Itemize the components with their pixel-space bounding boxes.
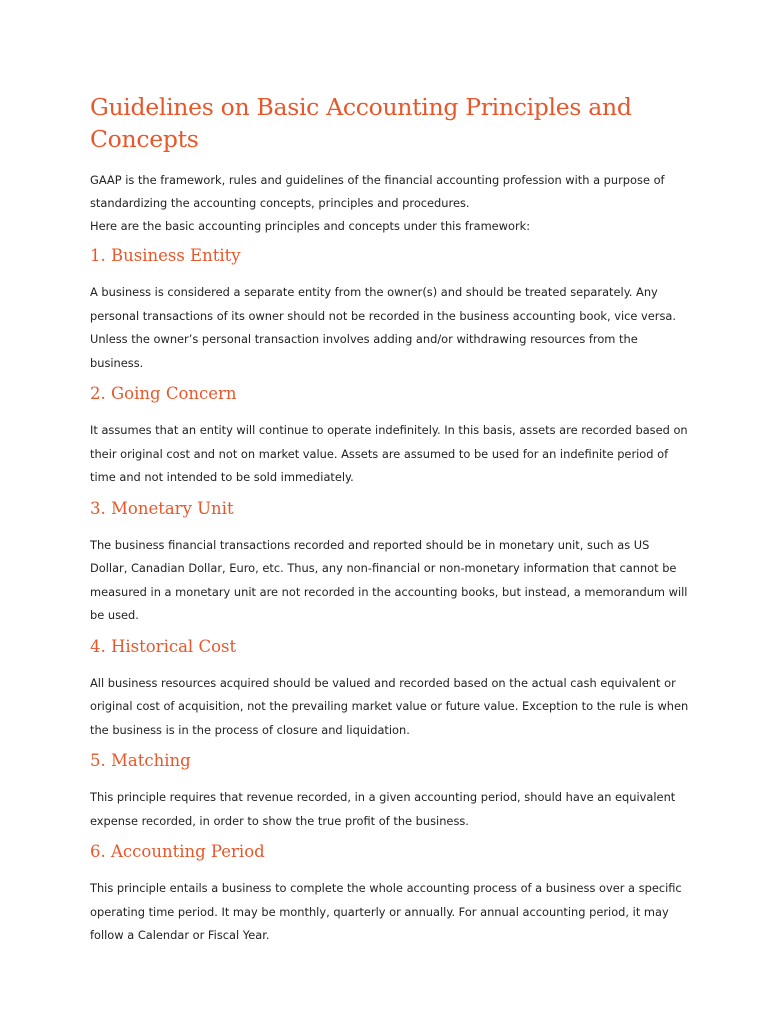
section-heading: 4. Historical Cost	[90, 636, 237, 656]
section-heading: 5. Matching	[90, 751, 191, 770]
section-heading: 3. Monetary Unit	[90, 498, 234, 518]
section-body: A business is considered a separate entity from the owner(s) and should be treated separately. Any personal transactions of its owner should not be recorded in the business accounting book, vice versa. Unless the owner’s personal transaction involves adding and/or withdrawing resources from the business.	[90, 285, 677, 370]
section-monetary-unit	[90, 498, 690, 628]
section-body: The business financial transactions recorded and reported should be in monetary unit, such as US Dollar, Canadian Dollar, Euro, etc. Thus, any non-financial or non-monetary information that cannot be measured in a monetary unit are not recorded in the accounting books, but instead, a memorandum will be used.	[90, 537, 688, 622]
intro	[90, 169, 690, 238]
intro-paragraph: Here are the basic accounting principles and concepts under this framework:	[90, 219, 531, 233]
section-heading: 6. Accounting Period	[90, 842, 265, 861]
section-body: It assumes that an entity will continue to operate indefinitely. In this basis, assets are recorded based on their original cost and not on market value. Assets are assumed to be used for an indefinite period of time and not intended to be sold immediately.	[90, 423, 688, 484]
page-title: Guidelines on Basic Accounting Principles and Concepts	[90, 93, 632, 153]
section-business-entity	[90, 245, 690, 375]
section-matching	[90, 750, 690, 833]
section-historical-cost	[90, 636, 690, 743]
section-accounting-period	[90, 841, 690, 948]
intro-paragraph: GAAP is the framework, rules and guidelines of the financial accounting profession with a purpose of standardizing the accounting concepts, principles and procedures.	[90, 173, 665, 210]
document-page	[90, 91, 690, 948]
section-body: This principle entails a business to complete the whole accounting process of a business over a specific operating time period. It may be monthly, quarterly or annually. For annual accounting period, it may follow a Calendar or Fiscal Year.	[90, 881, 682, 942]
section-heading: 1. Business Entity	[90, 246, 241, 265]
section-heading: 2. Going Concern	[90, 384, 237, 403]
section-body: This principle requires that revenue recorded, in a given accounting period, should have an equivalent expense recorded, in order to show the true profit of the business.	[90, 790, 676, 828]
section-going-concern	[90, 383, 690, 490]
section-body: All business resources acquired should be valued and recorded based on the actual cash equivalent or original cost of acquisition, not the prevailing market value or future value. Exception to the rule is when the business is in the process of closure and liquidation.	[90, 675, 689, 737]
